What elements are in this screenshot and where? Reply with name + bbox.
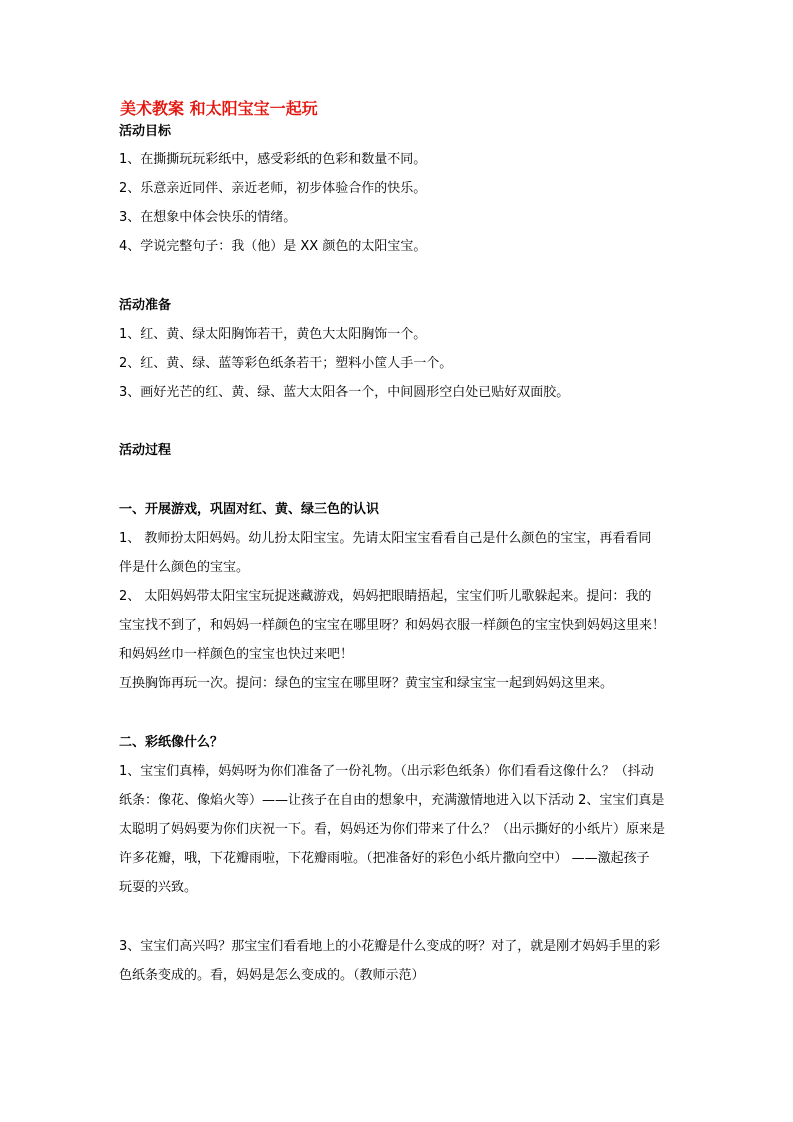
prep-item: 3、画好光芒的红、黄、绿、蓝大太阳各一个，中间圆形空白处已贴好双面胶。 [119,385,570,400]
section2-line: 太聪明了妈妈要为你们庆祝一下。看，妈妈还为你们带来了什么？（出示撕好的小纸片）原来是 [119,822,666,837]
section2-line: 纸条：像花、像焰火等）——让孩子在自由的想象中，充满激情地进入以下活动 2、宝宝们真是 [119,793,665,808]
section1-line: 1、 教师扮太阳妈妈。幼儿扮太阳宝宝。先请太阳宝宝看看自己是什么颜色的宝宝，再看看同 [119,531,652,546]
prep-item: 1、红、黄、绿太阳胸饰若干，黄色大太阳胸饰一个。 [119,327,427,342]
section2-line: 1、宝宝们真棒，妈妈呀为你们准备了一份礼物。（出示彩色纸条）你们看看这像什么？（抖动 [119,764,654,779]
goal-item: 3、在想象中体会快乐的情绪。 [119,210,297,225]
goal-item: 2、乐意亲近同伴、亲近老师，初步体验合作的快乐。 [119,181,427,196]
section2-heading: 二、彩纸像什么？ [119,735,224,750]
prep-heading: 活动准备 [119,298,172,313]
section1-line: 互换胸饰再玩一次。提问：绿色的宝宝在哪里呀？黄宝宝和绿宝宝一起到妈妈这里来。 [119,676,614,691]
process-heading: 活动过程 [119,443,172,458]
goal-item: 1、在撕撕玩玩彩纸中，感受彩纸的色彩和数量不同。 [119,152,427,167]
goal-item: 4、学说完整句子：我（他）是 XX 颜色的太阳宝宝。 [119,239,427,254]
section2-tail-line: 3、宝宝们高兴吗？那宝宝们看看地上的小花瓣是什么变成的呀？对了，就是刚才妈妈手里的彩 [119,939,661,954]
section1-heading: 一、开展游戏，巩固对红、黄、绿三色的认识 [119,502,380,517]
section2-tail-line: 色纸条变成的。看，妈妈是怎么变成的。（教师示范） [119,968,425,983]
prep-item: 2、红、黄、绿、蓝等彩色纸条若干；塑料小筐人手一个。 [119,356,453,371]
goals-heading: 活动目标 [119,124,172,139]
page-title: 美术教案 和太阳宝宝一起玩 [120,99,318,118]
section1-line: 宝宝找不到了，和妈妈一样颜色的宝宝在哪里呀？和妈妈衣服一样颜色的宝宝快到妈妈这里来！ [119,618,666,633]
section1-line: 伴是什么颜色的宝宝。 [119,560,250,575]
section2-line: 玩耍的兴致。 [119,880,198,895]
section1-line: 2、 太阳妈妈带太阳宝宝玩捉迷藏游戏，妈妈把眼睛捂起，宝宝们听儿歌躲起来。提问：我的 [119,589,652,604]
section1-line: 和妈妈丝巾一样颜色的宝宝也快过来吧！ [119,647,354,662]
section2-line: 许多花瓣，哦，下花瓣雨啦，下花瓣雨啦。（把准备好的彩色小纸片撒向空中） ——激起孩子 [119,851,650,866]
